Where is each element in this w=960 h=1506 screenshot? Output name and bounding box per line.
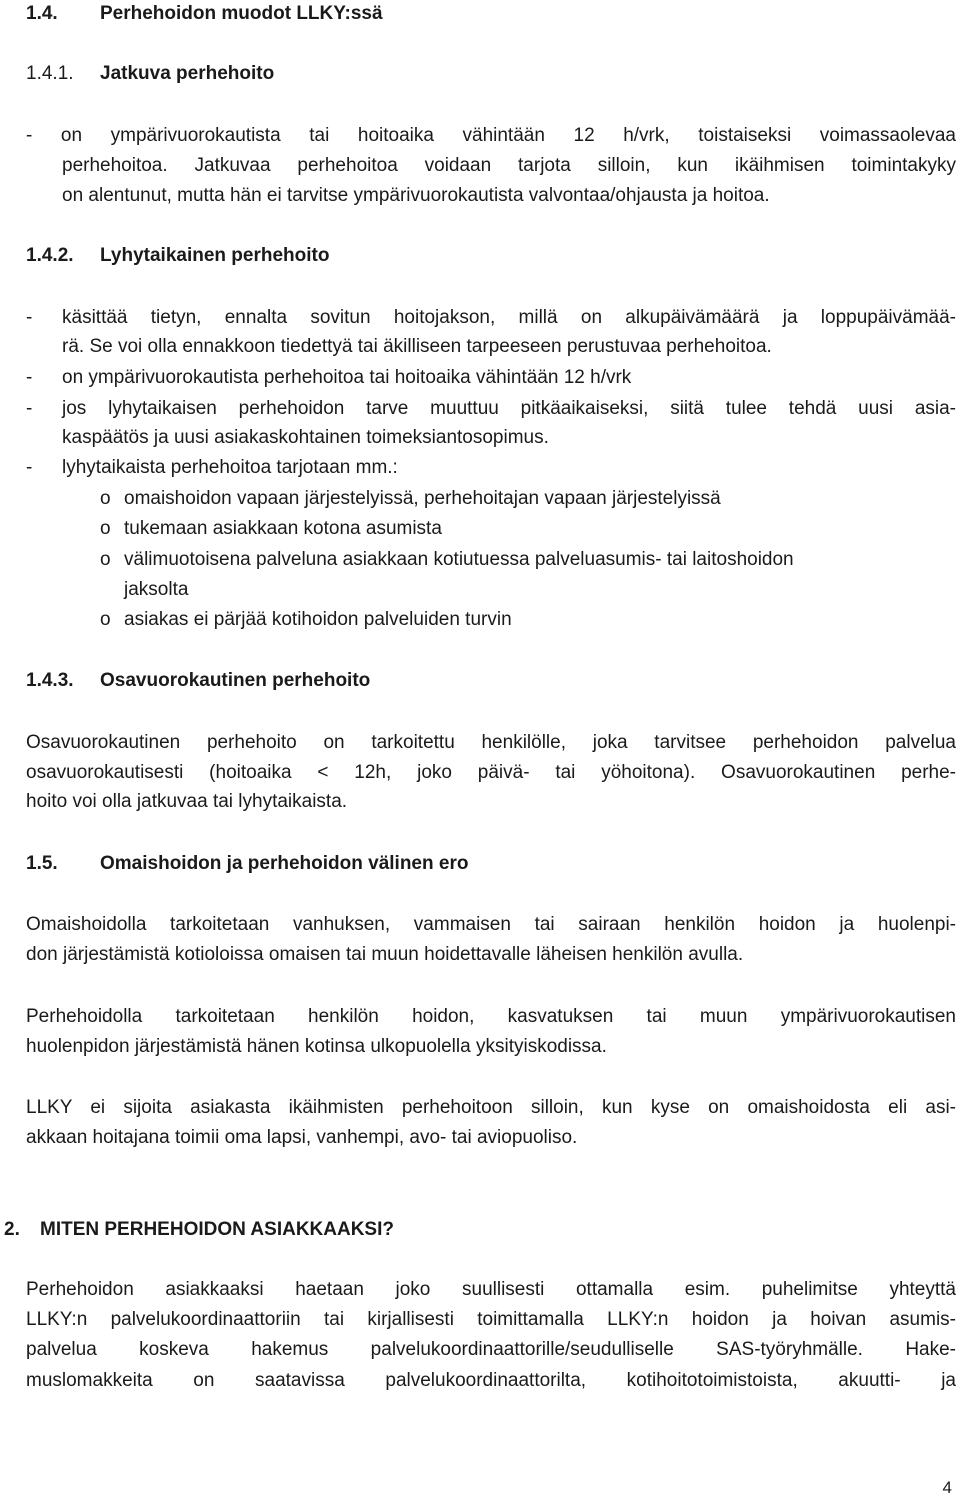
list-item-line: käsittää tietyn, ennalta sovitun hoitojakson, millä on alkupäivämäärä ja loppupäivämää-: [62, 307, 956, 328]
list-item-line: lyhytaikaista perhehoitoa tarjotaan mm.:: [62, 457, 398, 478]
sub-list-item: tukemaan asiakkaan kotona asumista: [124, 518, 442, 539]
page-number: 4: [942, 1478, 952, 1497]
paragraph-line: LLKY:n palvelukoordinaattoriin tai kirjallisesti toimittamalla LLKY:n hoidon ja hoivan asumis-: [26, 1309, 956, 1330]
paragraph-line: Osavuorokautinen perhehoito on tarkoitettu henkilölle, joka tarvitsee perhehoidon palvelua: [26, 732, 956, 753]
subsection-number: 1.4.3.: [26, 670, 74, 691]
dash-marker: -: [26, 457, 33, 478]
paragraph-line: hoito voi olla jatkuvaa tai lyhytaikaista.: [26, 791, 348, 812]
paragraph-line: palvelua koskeva hakemus palvelukoordinaattorille/seudulliselle SAS-työryhmälle. Hake-: [26, 1339, 956, 1360]
section-number: 1.4.: [26, 3, 58, 24]
chapter-number: 2.: [4, 1219, 20, 1240]
sub-list-item: välimuotoisena palveluna asiakkaan kotiutuessa palveluasumis- tai laitoshoidon: [124, 549, 794, 570]
paragraph-line: don järjestämistä kotioloissa omaisen tai muun hoidettavalle läheisen henkilön avulla.: [26, 944, 744, 965]
paragraph-line: Omaishoidolla tarkoitetaan vanhuksen, vammaisen tai sairaan henkilön hoidon ja huolenpi-: [26, 914, 956, 935]
paragraph-line: - on ympärivuorokautista tai hoitoaika vähintään 12 h/vrk, toistaiseksi voimassaolevaa: [26, 125, 956, 146]
sub-bullet: o: [100, 518, 111, 539]
subsection-heading: Lyhytaikainen perhehoito: [100, 245, 330, 266]
paragraph-line: Perhehoidon asiakkaaksi haetaan joko suullisesti ottamalla esim. puhelimitse yhteyttä: [26, 1279, 956, 1300]
sub-bullet: o: [100, 488, 111, 509]
dash-marker: -: [26, 367, 33, 388]
list-item-line: on ympärivuorokautista perhehoitoa tai hoitoaika vähintään 12 h/vrk: [62, 367, 632, 388]
section-number: 1.5.: [26, 853, 58, 874]
subsection-number: 1.4.1.: [26, 63, 74, 84]
section-heading: Omaishoidon ja perhehoidon välinen ero: [100, 853, 469, 874]
paragraph-line: on alentunut, mutta hän ei tarvitse ympärivuorokautista valvontaa/ohjausta ja hoitoa.: [62, 185, 770, 206]
subsection-number: 1.4.2.: [26, 245, 74, 266]
sub-list-item: jaksolta: [124, 579, 189, 600]
dash-marker: -: [26, 307, 33, 328]
dash-marker: -: [26, 398, 33, 419]
paragraph-line: akkaan hoitajana toimii oma lapsi, vanhempi, avo- tai aviopuoliso.: [26, 1127, 578, 1148]
sub-bullet: o: [100, 549, 111, 570]
paragraph-line: Perhehoidolla tarkoitetaan henkilön hoidon, kasvatuksen tai muun ympärivuorokautisen: [26, 1006, 956, 1027]
sub-list-item: omaishoidon vapaan järjestelyissä, perhehoitajan vapaan järjestelyissä: [124, 488, 721, 509]
subsection-heading: Osavuorokautinen perhehoito: [100, 670, 371, 691]
list-item-line: kaspäätös ja uusi asiakaskohtainen toimeksiantosopimus.: [62, 427, 549, 448]
paragraph-line: muslomakkeita on saatavissa palvelukoordinaattorilta, kotihoitotoimistoista, akuutti- ja: [26, 1370, 956, 1391]
paragraph-line: huolenpidon järjestämistä hänen kotinsa ulkopuolella yksityiskodissa.: [26, 1036, 607, 1057]
section-heading: Perhehoidon muodot LLKY:ssä: [100, 3, 383, 24]
list-item-line: rä. Se voi olla ennakkoon tiedettyä tai äkilliseen tarpeeseen perustuvaa perhehoitoa.: [62, 336, 772, 357]
paragraph-line: osavuorokautisesti (hoitoaika < 12h, joko päivä- tai yöhoitona). Osavuorokautinen perhe-: [26, 762, 956, 783]
paragraph-line: perhehoitoa. Jatkuvaa perhehoitoa voidaan tarjota silloin, kun ikäihmisen toimintakyky: [62, 155, 956, 176]
list-item-line: jos lyhytaikaisen perhehoidon tarve muuttuu pitkäaikaiseksi, siitä tulee tehdä uusi asia-: [62, 398, 956, 419]
sub-bullet: o: [100, 609, 111, 630]
sub-list-item: asiakas ei pärjää kotihoidon palveluiden turvin: [124, 609, 512, 630]
paragraph-line: LLKY ei sijoita asiakasta ikäihmisten perhehoitoon silloin, kun kyse on omaishoidosta eli asi-: [26, 1097, 956, 1118]
subsection-heading: Jatkuva perhehoito: [100, 63, 275, 84]
chapter-heading: MITEN PERHEHOIDON ASIAKKAAKSI?: [40, 1219, 394, 1240]
